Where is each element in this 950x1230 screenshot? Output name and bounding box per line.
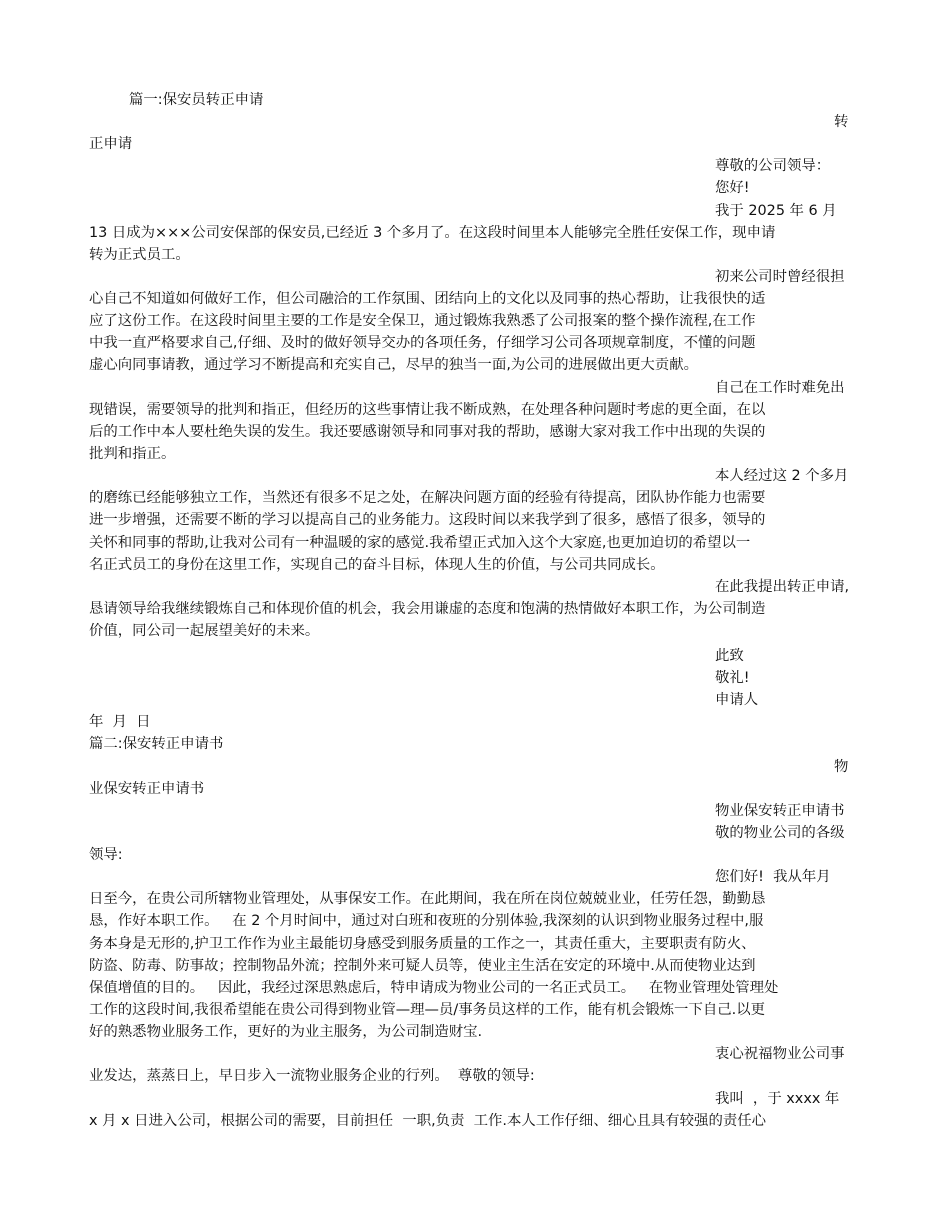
paragraph-line: 中我一直严格要求自己,仔细、及时的做好领导交办的各项任务，仔细学习公司各项规章制度，不懂的问题 xyxy=(89,335,756,351)
section2-title-part1: 物 xyxy=(834,759,849,775)
section2-title-part2: 业保安转正申请书 xyxy=(89,781,205,797)
paragraph-line: 价值，同公司一起展望美好的未来。 xyxy=(89,623,320,639)
paragraph-start: 初来公司时曾经很担 xyxy=(715,269,845,285)
section1-salutation: 尊敬的公司领导： xyxy=(715,158,831,174)
paragraph-start: 在此我提出转正申请, xyxy=(715,579,850,595)
paragraph-line: 恳，作好本职工作。 在 2 个月时间中，通过对白班和夜班的分别体验,我深刻的认识到物业服务过程中,服 xyxy=(89,913,764,929)
paragraph-line: 13 日成为×××公司安保部的保安员,已经近 3 个多月了。在这段时间里本人能够完全胜任安保工作，现申请 xyxy=(89,225,776,241)
section1-title-part1: 转 xyxy=(834,114,849,130)
section2-salutation-end: 领导: xyxy=(89,847,123,863)
paragraph-start: 我叫 ，于 xxxx 年 xyxy=(715,1091,840,1107)
paragraph-line: 后的工作中本人要杜绝失误的发生。我还要感谢领导和同事对我的帮助，感谢大家对我工作中出现的失误的 xyxy=(89,424,766,440)
section1-intro-start: 我于 2025 年 6 月 xyxy=(715,203,837,219)
paragraph-line: 现错误，需要领导的批判和指正，但经历的这些事情让我不断成熟，在处理各种问题时考虑的更全面，在以 xyxy=(89,402,766,418)
paragraph-start: 自己在工作时难免出 xyxy=(715,380,845,396)
paragraph-line: 虚心向同事请教，通过学习不断提高和充实自己，尽早的独当一面,为公司的进展做出更大贡献。 xyxy=(89,357,698,373)
section1-greeting: 您好! xyxy=(715,180,750,196)
paragraph-line: 业发达，蒸蒸日上，早日步入一流物业服务企业的行列。 尊敬的领导: xyxy=(89,1068,535,1084)
section1-heading: 篇一:保安员转正申请 xyxy=(129,92,264,108)
paragraph-line: 心自己不知道如何做好工作，但公司融洽的工作氛围、团结向上的文化以及同事的热心帮助，让我很快的适 xyxy=(89,291,766,307)
paragraph-line: 进一步增强，还需要不断的学习以提高自己的业务能力。这段时间以来我学到了很多，感悟了很多，领导的 xyxy=(89,512,766,528)
paragraph-start: 本人经过这 2 个多月 xyxy=(715,468,849,484)
paragraph-line: 好的熟悉物业服务工作，更好的为业主服务，为公司制造财宝. xyxy=(89,1024,483,1040)
paragraph-line: 防盗、防毒、防事故；控制物品外流；控制外来可疑人员等，使业主生活在安定的环境中.从而使物业达到 xyxy=(89,958,756,974)
paragraph-start: 您们好! 我从年月 xyxy=(715,869,831,885)
paragraph-line: 名正式员工的身份在这里工作，实现自己的奋斗目标，体现人生的价值，与公司共同成长。 xyxy=(89,557,665,573)
section2-subtitle: 物业保安转正申请书 xyxy=(715,803,845,819)
paragraph-line: 保值增值的目的。 因此，我经过深思熟虑后，特申请成为物业公司的一名正式员工。 在物业管理处管理处 xyxy=(89,980,779,996)
applicant-label: 申请人 xyxy=(715,692,759,708)
paragraph-line: 转为正式员工。 xyxy=(89,247,190,263)
date-line: 年 月 日 xyxy=(89,714,151,730)
paragraph-line: 日至今，在贵公司所辖物业管理处，从事保安工作。在此期间，我在所在岗位兢兢业业，任劳任怨，勤勤恳 xyxy=(89,891,766,907)
paragraph-line: 批判和指正。 xyxy=(89,446,176,462)
section2-salutation-start: 敬的物业公司的各级 xyxy=(715,825,845,841)
paragraph-line: 恳请领导给我继续锻炼自己和体现价值的机会，我会用谦虚的态度和饱满的热情做好本职工作，为公司制造 xyxy=(89,601,766,617)
section1-title-part2: 正申请 xyxy=(89,136,133,152)
paragraph-line: 应了这份工作。在这段时间里主要的工作是安全保卫，通过锻炼我熟悉了公司报案的整个操作流程,在工作 xyxy=(89,313,756,329)
paragraph-line: 务本身是无形的,护卫工作作为业主最能切身感受到服务质量的工作之一，其责任重大，主要职责有防火、 xyxy=(89,936,756,952)
paragraph-line: 工作的这段时间,我很希望能在贵公司得到物业管—理—员/事务员这样的工作，能有机会锻炼一下自己.以更 xyxy=(89,1002,765,1018)
section2-heading: 篇二:保安转正申请书 xyxy=(89,736,224,752)
closing-line: 此致 xyxy=(715,648,744,664)
paragraph-line: 关怀和同事的帮助,让我对公司有一种温暖的家的感觉.我希望正式加入这个大家庭,也更加迫切的希望以一 xyxy=(89,535,751,551)
paragraph-line: x 月 x 日进入公司，根据公司的需要，目前担任 一职,负责 工作.本人工作仔细、细心且具有较强的责任心 xyxy=(89,1113,767,1129)
paragraph-start: 衷心祝福物业公司事 xyxy=(715,1046,845,1062)
closing-line: 敬礼! xyxy=(715,670,750,686)
paragraph-line: 的磨练已经能够独立工作，当然还有很多不足之处，在解决问题方面的经验有待提高，团队协作能力也需要 xyxy=(89,490,766,506)
